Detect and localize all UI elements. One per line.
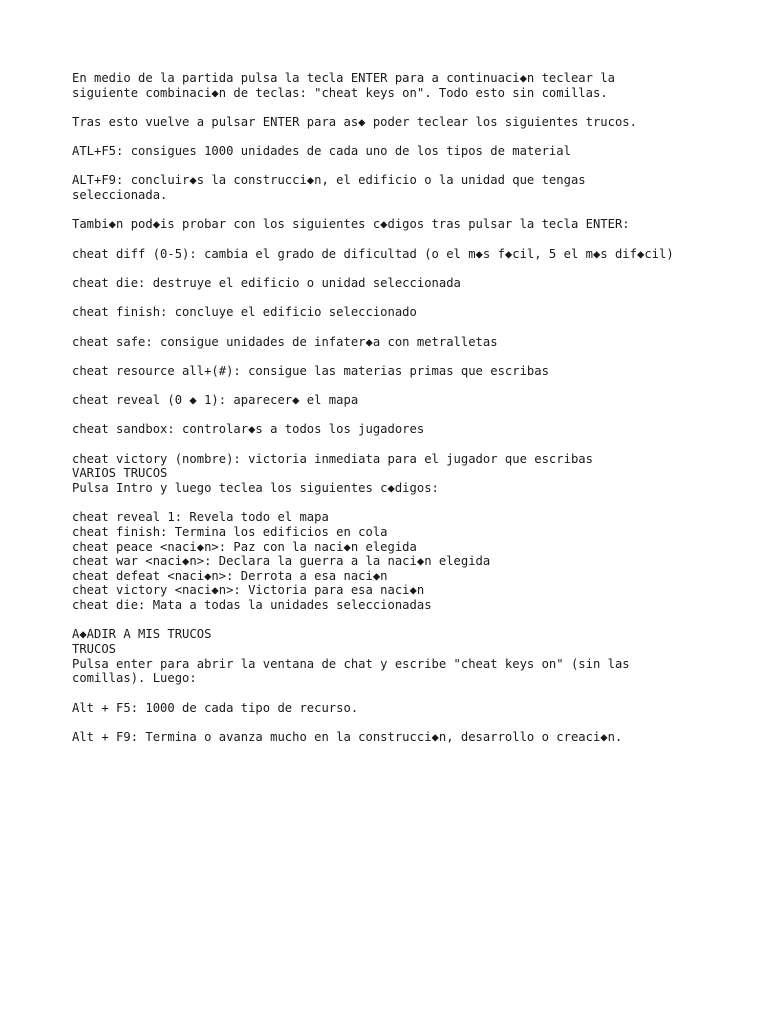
text-line: ATL+F5: consigues 1000 unidades de cada uno de los tipos de material bbox=[72, 144, 571, 159]
text-line: Pulsa Intro y luego teclea los siguientes c◆digos: bbox=[72, 480, 439, 495]
text-line bbox=[72, 349, 732, 364]
text-line: siguiente combinaci◆n de teclas: "cheat keys on". Todo esto sin comillas. bbox=[72, 85, 608, 100]
text-line bbox=[72, 100, 732, 115]
text-line: comillas). Luego: bbox=[72, 671, 197, 686]
text-line: Pulsa enter para abrir la ventana de chat y escribe "cheat keys on" (sin las bbox=[72, 656, 630, 671]
text-line bbox=[72, 130, 732, 145]
text-line bbox=[72, 291, 732, 306]
text-line bbox=[72, 613, 732, 628]
text-line: A◆ADIR A MIS TRUCOS bbox=[72, 627, 212, 642]
text-line bbox=[72, 715, 732, 730]
text-line bbox=[72, 496, 732, 511]
text-line: cheat peace <naci◆n>: Paz con la naci◆n elegida bbox=[72, 539, 417, 554]
text-line: cheat defeat <naci◆n>: Derrota a esa naci◆n bbox=[72, 568, 388, 583]
text-line bbox=[72, 320, 732, 335]
text-line: cheat sandbox: controlar◆s a todos los jugadores bbox=[72, 422, 425, 437]
text-line: TRUCOS bbox=[72, 641, 117, 656]
text-line: cheat war <naci◆n>: Declara la guerra a la naci◆n elegida bbox=[72, 554, 491, 569]
text-line: cheat finish: Termina los edificios en cola bbox=[72, 524, 388, 539]
text-line: Alt + F5: 1000 de cada tipo de recurso. bbox=[72, 700, 359, 715]
text-line bbox=[72, 232, 732, 247]
text-line: Alt + F9: Termina o avanza mucho en la construcci◆n, desarrollo o creaci◆n. bbox=[72, 729, 623, 744]
text-line: VARIOS TRUCOS bbox=[72, 466, 168, 481]
text-line bbox=[72, 408, 732, 423]
text-line: Tras esto vuelve a pulsar ENTER para as◆ poder teclear los siguientes trucos. bbox=[72, 114, 637, 129]
text-line: Tambi◆n pod◆is probar con los siguientes c◆digos tras pulsar la tecla ENTER: bbox=[72, 217, 630, 232]
text-line: cheat die: destruye el edificio o unidad seleccionada bbox=[72, 275, 461, 290]
text-line bbox=[72, 159, 732, 174]
text-line: cheat victory <naci◆n>: Victoria para esa naci◆n bbox=[72, 583, 425, 598]
text-line: cheat victory (nombre): victoria inmediata para el jugador que escribas bbox=[72, 451, 593, 466]
text-line bbox=[72, 261, 732, 276]
text-line: cheat finish: concluye el edificio seleccionado bbox=[72, 305, 417, 320]
text-line: cheat die: Mata a todas la unidades seleccionadas bbox=[72, 598, 432, 613]
text-line: seleccionada. bbox=[72, 188, 168, 203]
text-line bbox=[72, 686, 732, 701]
text-line: cheat reveal (0 ◆ 1): aparecer◆ el mapa bbox=[72, 393, 359, 408]
text-line: cheat reveal 1: Revela todo el mapa bbox=[72, 510, 329, 525]
text-line: cheat safe: consigue unidades de infater◆a con metralletas bbox=[72, 334, 498, 349]
text-line: cheat diff (0-5): cambia el grado de dificultad (o el m◆s f◆cil, 5 el m◆s dif◆cil) bbox=[72, 246, 674, 261]
text-line: cheat resource all+(#): consigue las materias primas que escribas bbox=[72, 363, 549, 378]
text-line bbox=[72, 203, 732, 218]
document-body-text bbox=[72, 71, 732, 744]
text-line bbox=[72, 378, 732, 393]
text-line bbox=[72, 437, 732, 452]
text-line: ALT+F9: concluir◆s la construcci◆n, el edificio o la unidad que tengas bbox=[72, 173, 586, 188]
text-line: En medio de la partida pulsa la tecla ENTER para a continuaci◆n teclear la bbox=[72, 71, 615, 85]
